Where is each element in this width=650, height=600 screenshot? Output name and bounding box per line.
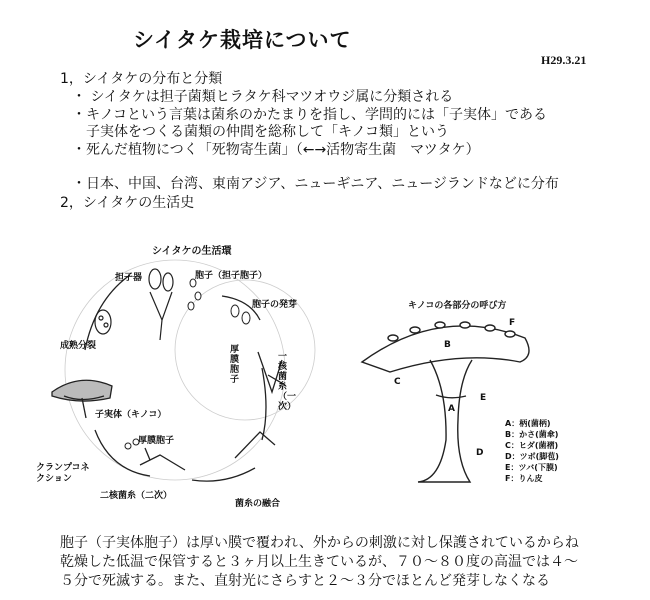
- document-date: H29.3.21: [541, 53, 587, 67]
- label-spore: 胞子（担子胞子）: [195, 271, 268, 281]
- mature-division-icon: [95, 310, 111, 334]
- legend-item-e: E：ツバ(下膜): [505, 463, 558, 472]
- bullet-distribution: ・日本、中国、台湾、東南アジア、ニューギニア、ニュージランドなどに分布: [72, 176, 559, 192]
- label-mature-division: 成熟分裂: [60, 341, 97, 351]
- paragraph-line-1: 胞子（子実体胞子）は厚い膜で覆われ、外からの刺激に対し保護されているからね: [60, 535, 579, 551]
- label-basidium: 担子器: [115, 273, 143, 283]
- page-title: シイタケ栽培について: [133, 28, 352, 52]
- lifecycle-title: シイタケの生活環: [152, 246, 232, 257]
- arrow-fusion: [192, 468, 255, 481]
- marker-f: F: [509, 318, 516, 328]
- legend-item-c: C：ヒダ(菌褶): [505, 441, 559, 450]
- marker-e: E: [480, 393, 487, 403]
- marker-a: A: [448, 404, 455, 414]
- marker-c: C: [394, 377, 401, 387]
- arrow-germination-to-mycelium: [262, 368, 266, 440]
- label-primary-mycelium: 一核菌糸（一次）: [278, 352, 297, 412]
- section-2-heading: 2，シイタケの生活史: [60, 195, 195, 211]
- label-germination: 胞子の発芽: [252, 300, 298, 310]
- marker-b: B: [444, 340, 451, 350]
- legend-item-b: B：かさ(菌傘): [505, 430, 559, 439]
- paragraph-line-2: 乾燥した低温で保管すると３ヶ月以上生きているが、７０～８０度の高温では４～: [60, 554, 578, 570]
- label-fusion: 菌糸の融合: [235, 499, 281, 509]
- bullet-kinoko-group: 子実体をつくる菌類の仲間を総称して「キノコ類」という: [86, 124, 450, 140]
- label-conidia: 厚膜胞子: [230, 345, 240, 385]
- paragraph-line-3: ５分で死滅する。また、直射光にさらすと２～３分でほとんど発芽しなくなる: [60, 573, 550, 589]
- chlamydospore-icons: [125, 439, 139, 449]
- bullet-classification: ・ シイタケは担子菌類ヒラタケ科マツオウジ属に分類される: [72, 89, 454, 105]
- label-chlamydospore: 厚膜胞子: [138, 436, 175, 446]
- label-fruiting-body: 子実体（キノコ）: [95, 410, 167, 420]
- legend-item-a: A：柄(菌柄): [505, 419, 551, 428]
- bullet-kinoko-definition: ・キノコという言葉は菌糸のかたまりを指し、学問的には「子実体」である: [72, 107, 548, 123]
- legend-item-d: D：ツボ(脚苞): [505, 452, 559, 461]
- bullet-saprophyte: ・死んだ植物につく「死物寄生菌」（←→活物寄生菌 マツタケ）: [72, 142, 480, 158]
- parts-title: キノコの各部分の呼び方: [408, 301, 507, 311]
- section-1-heading: 1，シイタケの分布と分類: [60, 71, 223, 87]
- parts-legend: [505, 418, 559, 484]
- marker-d: D: [476, 448, 484, 458]
- label-clamp-connection: クランプコネクション: [36, 463, 90, 484]
- legend-item-f: F：りん皮: [505, 474, 543, 483]
- basidium-icon: [149, 269, 173, 340]
- label-secondary-mycelium: 二核菌糸（二次）: [100, 491, 173, 501]
